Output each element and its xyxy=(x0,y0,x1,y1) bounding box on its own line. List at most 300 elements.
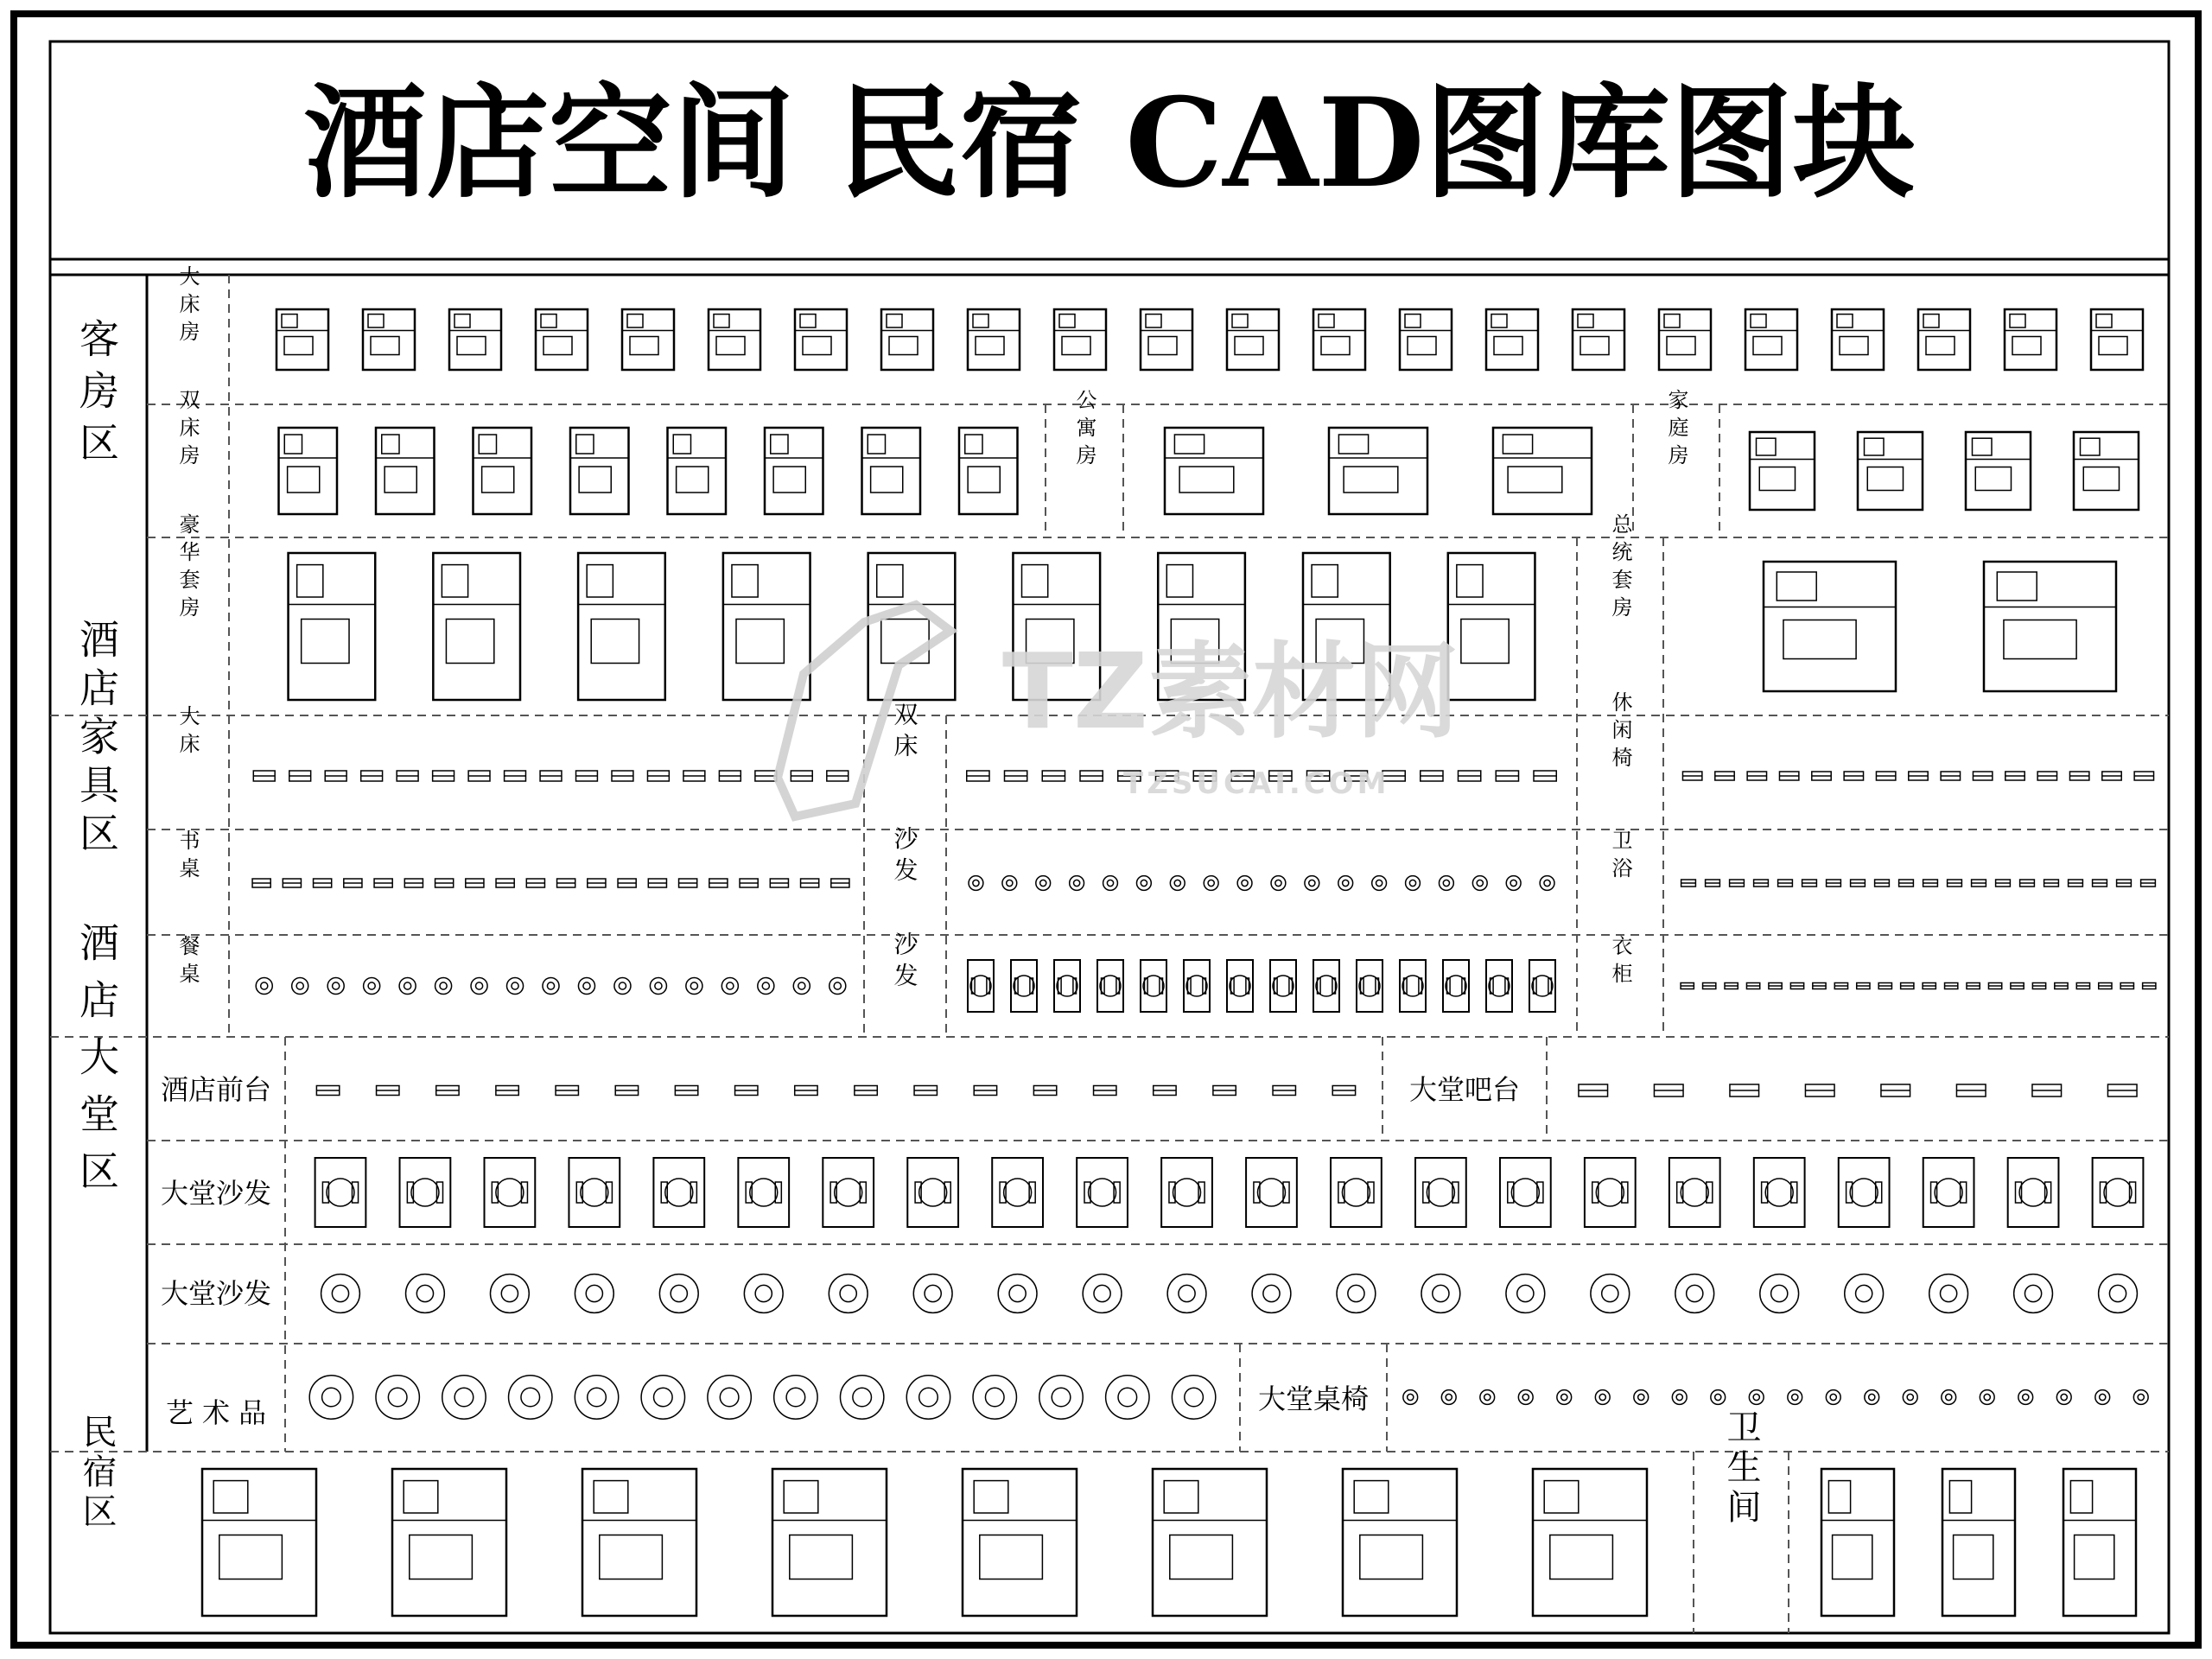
table-center xyxy=(388,1388,407,1407)
table-symbol xyxy=(471,977,487,994)
table-symbol xyxy=(575,1376,618,1419)
furniture-group-table xyxy=(327,1179,354,1206)
table-symbol xyxy=(1172,1376,1215,1419)
table-symbol xyxy=(1441,1390,1456,1405)
room-plan-bath xyxy=(1338,435,1368,454)
room-plan-bath xyxy=(1164,1481,1198,1513)
table-center xyxy=(654,1388,673,1407)
table-center xyxy=(1715,1394,1721,1400)
table-center xyxy=(586,1285,602,1301)
furniture-group-seat xyxy=(1677,1182,1683,1203)
table-center xyxy=(583,982,590,989)
table-center xyxy=(1446,1394,1452,1400)
table-center xyxy=(1208,880,1214,886)
table-center xyxy=(1638,1394,1644,1400)
room-plan-bed xyxy=(736,620,784,664)
table-center xyxy=(296,982,303,989)
room-plan-bath xyxy=(1777,572,1816,601)
furniture-group-seat xyxy=(1283,1182,1289,1203)
table-symbol xyxy=(1980,1390,1994,1405)
table-center xyxy=(1477,880,1483,886)
room-plan-bed xyxy=(219,1535,283,1580)
table-symbol xyxy=(1039,1376,1083,1419)
furniture-group-seat xyxy=(1376,978,1379,994)
room-plan-bath xyxy=(1923,315,1939,327)
table-center xyxy=(440,982,447,989)
row-label-king-bed: 大床 xyxy=(175,705,200,760)
room-plan-bed xyxy=(2099,337,2127,355)
room-plan-bed xyxy=(482,467,514,493)
room-plan-bed xyxy=(579,467,611,493)
table-center xyxy=(1544,880,1550,886)
table-center xyxy=(475,982,482,989)
room-plan-bed xyxy=(803,337,831,355)
room-plan-bed xyxy=(288,467,320,493)
room-plan-bed xyxy=(976,337,1004,355)
table-symbol xyxy=(1204,876,1218,891)
table-symbol xyxy=(327,977,344,994)
table-symbol xyxy=(659,1274,698,1313)
furniture-group-seat xyxy=(1203,978,1206,994)
room-plan-bed xyxy=(889,337,918,355)
table-symbol xyxy=(1675,1274,1714,1313)
zone-guest-rooms: 客房区 xyxy=(73,318,120,474)
room-plan-bath xyxy=(1578,315,1593,327)
table-center xyxy=(1869,1394,1875,1400)
table-symbol xyxy=(2018,1390,2033,1405)
room-plan-bath xyxy=(1059,315,1075,327)
room-plan-bed xyxy=(677,467,709,493)
furniture-group-seat xyxy=(2130,1182,2136,1203)
table-center xyxy=(588,1388,607,1407)
row-label-lounge-chair: 休闲椅 xyxy=(1608,691,1632,774)
furniture-group-seat xyxy=(492,1182,498,1203)
watermark-url: TZSUCAI.COM xyxy=(1123,766,1390,801)
room-plan-bed xyxy=(1783,620,1856,659)
furniture-group-seat xyxy=(1931,1182,1937,1203)
row-label-sofa-2: 沙发 xyxy=(890,931,919,994)
table-symbol xyxy=(1634,1390,1649,1405)
table-symbol xyxy=(614,977,631,994)
furniture-group-seat xyxy=(915,1182,921,1203)
room-plan-bath xyxy=(1457,565,1483,597)
furniture-group-seat xyxy=(1548,978,1552,994)
room-plan-bath xyxy=(587,565,613,597)
furniture-group-seat xyxy=(1447,978,1451,994)
furniture-group-seat xyxy=(1029,1182,1035,1203)
table-symbol xyxy=(1942,1390,1956,1405)
furniture-group-seat xyxy=(775,1182,781,1203)
table-symbol xyxy=(650,977,666,994)
room-plan-bath xyxy=(297,565,323,597)
table-center xyxy=(1676,1394,1682,1400)
table-symbol xyxy=(1106,1376,1149,1419)
furniture-group-seat xyxy=(987,978,990,994)
table-center xyxy=(521,1388,540,1407)
room-plan-bath xyxy=(973,315,988,327)
furniture-group-seat xyxy=(1423,1182,1429,1203)
room-plan-bed xyxy=(630,337,658,355)
furniture-group-table xyxy=(411,1179,439,1206)
furniture-group-seat xyxy=(2045,1182,2051,1203)
room-plan-bath xyxy=(800,315,816,327)
table-center xyxy=(1118,1388,1137,1407)
furniture-group-seat xyxy=(1231,978,1235,994)
room-plan-bath xyxy=(673,435,690,454)
furniture-group-table xyxy=(1427,1179,1454,1206)
table-symbol xyxy=(1002,876,1017,891)
room-plan-bed xyxy=(1833,1535,1872,1580)
table-center xyxy=(454,1388,474,1407)
room-plan-bed xyxy=(1926,337,1955,355)
room-plan-bed xyxy=(1461,620,1509,664)
room-plan-bath xyxy=(213,1481,248,1513)
table-center xyxy=(1599,1394,1605,1400)
room-plan-bed xyxy=(1840,337,1868,355)
table-symbol xyxy=(2099,1274,2138,1313)
table-symbol xyxy=(399,977,416,994)
table-symbol xyxy=(1903,1390,1917,1405)
room-plan-bed xyxy=(1170,1535,1233,1580)
row-label-bath: 卫浴 xyxy=(1608,830,1632,885)
table-center xyxy=(985,1388,1004,1407)
table-symbol xyxy=(1760,1274,1799,1313)
room-plan-bed xyxy=(543,337,572,355)
room-plan-bath xyxy=(282,315,297,327)
table-symbol xyxy=(1103,876,1118,891)
table-symbol xyxy=(292,977,308,994)
furniture-group-seat xyxy=(1404,978,1408,994)
inner-border xyxy=(50,41,2169,1633)
room-plan-bath xyxy=(1865,438,1885,455)
room-plan-bed xyxy=(2075,1535,2114,1580)
zone-lobby: 酒店大堂区 xyxy=(73,922,120,1207)
row-label-lobby-table-chair: 大堂桌椅 xyxy=(1257,1382,1370,1415)
furniture-group-seat xyxy=(1015,978,1019,994)
furniture-group-seat xyxy=(1419,978,1422,994)
furniture-group-seat xyxy=(746,1182,752,1203)
room-plan-bath xyxy=(1757,438,1777,455)
table-symbol xyxy=(1540,876,1554,891)
room-plan-bath xyxy=(1146,315,1161,327)
table-center xyxy=(834,982,841,989)
row-label-lobby-sofa-2: 大堂沙发 xyxy=(160,1277,272,1310)
furniture-group-seat xyxy=(1537,1182,1543,1203)
table-symbol xyxy=(507,977,524,994)
table-symbol xyxy=(774,1376,817,1419)
table-center xyxy=(1343,880,1349,886)
room-plan-bed xyxy=(2004,620,2076,659)
room-plan-bath xyxy=(576,435,594,454)
table-center xyxy=(1174,880,1180,886)
row-label-apartment: 公寓房 xyxy=(1072,389,1096,472)
room-plan-bath xyxy=(627,315,643,327)
table-center xyxy=(1484,1394,1491,1400)
table-symbol xyxy=(708,1376,751,1419)
table-center xyxy=(798,982,805,989)
table-center xyxy=(1856,1285,1872,1301)
table-symbol xyxy=(2133,1390,2148,1405)
table-center xyxy=(1107,880,1113,886)
table-symbol xyxy=(1591,1274,1630,1313)
table-symbol xyxy=(575,1274,613,1313)
table-symbol xyxy=(1865,1390,1879,1405)
room-plan-bed xyxy=(457,337,486,355)
row-label-dining-table: 餐桌 xyxy=(175,935,200,990)
table-center xyxy=(1009,1285,1026,1301)
room-plan-bed xyxy=(1344,467,1398,493)
zone-homestay: 民宿区 xyxy=(77,1414,117,1533)
room-plan-bath xyxy=(2096,315,2112,327)
table-center xyxy=(1408,1394,1414,1400)
room-plan-bath xyxy=(1491,315,1507,327)
room-plan-bath xyxy=(454,315,470,327)
table-center xyxy=(1792,1394,1798,1400)
furniture-group-seat xyxy=(322,1182,328,1203)
table-symbol xyxy=(1929,1274,1968,1313)
watermark xyxy=(778,605,1459,817)
table-center xyxy=(2061,1394,2067,1400)
table-symbol xyxy=(1557,1390,1572,1405)
room-plan-bath xyxy=(887,315,902,327)
furniture-group-seat xyxy=(661,1182,667,1203)
room-plan-bed xyxy=(1759,467,1795,491)
table-center xyxy=(1510,880,1516,886)
table-symbol xyxy=(2014,1274,2053,1313)
table-symbol xyxy=(1826,1390,1840,1405)
table-symbol xyxy=(758,977,774,994)
grid-lines xyxy=(50,275,2169,1633)
furniture-group-seat xyxy=(1114,1182,1120,1203)
furniture-group-seat xyxy=(1876,1182,1882,1203)
table-symbol xyxy=(1338,876,1353,891)
cad-block-symbols xyxy=(202,309,2156,1616)
table-symbol xyxy=(686,977,702,994)
room-plan-bed xyxy=(1179,467,1234,493)
table-center xyxy=(1007,880,1013,886)
table-symbol xyxy=(1337,1274,1376,1313)
furniture-group-seat xyxy=(1169,1182,1175,1203)
table-center xyxy=(1141,880,1147,886)
room-plan-bath xyxy=(732,565,758,597)
furniture-group-seat xyxy=(2015,1182,2021,1203)
room-plan-bath xyxy=(1405,315,1421,327)
furniture-group-seat xyxy=(1368,1182,1374,1203)
table-center xyxy=(332,1285,348,1301)
table-center xyxy=(2100,1394,2106,1400)
furniture-group-seat xyxy=(1707,1182,1713,1203)
table-center xyxy=(727,982,734,989)
furniture-group-seat xyxy=(830,1182,836,1203)
table-center xyxy=(755,1285,772,1301)
table-symbol xyxy=(721,977,738,994)
room-plan-bed xyxy=(1667,337,1695,355)
furniture-group-seat xyxy=(1491,978,1494,994)
furniture-group-seat xyxy=(1508,1182,1514,1203)
table-center xyxy=(1309,880,1315,886)
table-symbol xyxy=(1439,876,1453,891)
table-center xyxy=(1687,1285,1703,1301)
table-center xyxy=(1074,880,1080,886)
room-plan-bath xyxy=(868,435,885,454)
table-symbol xyxy=(2095,1390,2110,1405)
table-center xyxy=(1242,880,1248,886)
table-center xyxy=(1771,1285,1788,1301)
room-plan-bath xyxy=(2010,315,2025,327)
room-plan-bed xyxy=(1580,337,1609,355)
table-symbol xyxy=(1237,876,1252,891)
table-symbol xyxy=(442,1376,486,1419)
room-plan-bed xyxy=(446,620,493,664)
table-symbol xyxy=(1305,876,1319,891)
room-plan-bath xyxy=(1312,565,1338,597)
table-symbol xyxy=(1518,1390,1533,1405)
table-center xyxy=(1275,880,1281,886)
furniture-group-table xyxy=(1004,1179,1032,1206)
table-center xyxy=(786,1388,805,1407)
table-symbol xyxy=(1083,1274,1122,1313)
table-symbol xyxy=(1672,1390,1687,1405)
furniture-group-seat xyxy=(1102,978,1105,994)
furniture-group-seat xyxy=(1246,978,1249,994)
furniture-group-seat xyxy=(1289,978,1293,994)
room-plan-bath xyxy=(479,435,496,454)
furniture-group-seat xyxy=(1622,1182,1628,1203)
table-symbol xyxy=(1749,1390,1764,1405)
table-symbol xyxy=(1595,1390,1610,1405)
table-symbol xyxy=(1845,1274,1884,1313)
room-plan-bed xyxy=(1148,337,1177,355)
furniture-group-table xyxy=(1257,1179,1285,1206)
room-plan-bath xyxy=(771,435,788,454)
table-center xyxy=(404,982,411,989)
room-plan-bath xyxy=(1997,572,2037,601)
furniture-group-seat xyxy=(1452,1182,1459,1203)
furniture-group-table xyxy=(1596,1179,1624,1206)
furniture-group-table xyxy=(750,1179,778,1206)
room-plan-bed xyxy=(1508,467,1562,493)
furniture-group-seat xyxy=(407,1182,413,1203)
table-center xyxy=(512,982,518,989)
table-center xyxy=(1263,1285,1280,1301)
furniture-group-seat xyxy=(1847,1182,1853,1203)
room-plan-bath xyxy=(714,315,729,327)
furniture-group-seat xyxy=(1145,978,1148,994)
table-symbol xyxy=(973,1376,1016,1419)
table-symbol xyxy=(1421,1274,1460,1313)
table-symbol xyxy=(1136,876,1151,891)
furniture-group-table xyxy=(1935,1179,1962,1206)
room-plan-bed xyxy=(1867,467,1903,491)
room-plan-bath xyxy=(442,565,467,597)
table-center xyxy=(322,1388,341,1407)
table-symbol xyxy=(256,977,272,994)
table-center xyxy=(1907,1394,1913,1400)
furniture-group-table xyxy=(1173,1179,1201,1206)
table-symbol xyxy=(309,1376,353,1419)
room-plan-bed xyxy=(600,1535,663,1580)
room-plan-bath xyxy=(1166,565,1192,597)
table-symbol xyxy=(578,977,594,994)
furniture-group-table xyxy=(2019,1179,2047,1206)
room-plan-bed xyxy=(284,337,313,355)
row-label-artwork: 艺 术 品 xyxy=(165,1396,267,1429)
furniture-group-table xyxy=(1511,1179,1539,1206)
furniture-group-seat xyxy=(1332,978,1336,994)
furniture-group-seat xyxy=(1000,1182,1006,1203)
table-center xyxy=(919,1388,938,1407)
table-center xyxy=(2024,1285,2041,1301)
table-center xyxy=(1052,1388,1071,1407)
table-center xyxy=(1348,1285,1364,1301)
room-plan-bath xyxy=(1664,315,1680,327)
table-symbol xyxy=(830,977,846,994)
furniture-group-table xyxy=(496,1179,524,1206)
table-symbol xyxy=(1271,876,1286,891)
room-plan-bed xyxy=(1954,1535,1993,1580)
room-plan-bath xyxy=(1973,438,1993,455)
furniture-group-table xyxy=(2104,1179,2132,1206)
room-plan-bed xyxy=(716,337,745,355)
furniture-group-seat xyxy=(1762,1182,1768,1203)
table-symbol xyxy=(2056,1390,2071,1405)
furniture-group-seat xyxy=(352,1182,358,1203)
room-plan-bath xyxy=(1022,565,1048,597)
table-center xyxy=(619,982,626,989)
room-plan-bed xyxy=(410,1535,473,1580)
table-center xyxy=(1602,1285,1618,1301)
table-symbol xyxy=(969,876,983,891)
table-symbol xyxy=(1036,876,1051,891)
table-symbol xyxy=(744,1274,783,1313)
furniture-group-seat xyxy=(576,1182,582,1203)
table-symbol xyxy=(1403,1390,1418,1405)
furniture-group-seat xyxy=(690,1182,696,1203)
row-label-twin-room: 双床房 xyxy=(175,389,200,472)
table-symbol xyxy=(913,1274,952,1313)
room-plan-bath xyxy=(368,315,384,327)
row-label-luxury-suite: 豪华套房 xyxy=(175,513,200,624)
room-plan-bed xyxy=(1753,337,1782,355)
table-symbol xyxy=(543,977,559,994)
table-symbol xyxy=(840,1376,883,1419)
furniture-group-seat xyxy=(1338,1182,1344,1203)
table-center xyxy=(1517,1285,1534,1301)
room-plan-bath xyxy=(1174,435,1204,454)
room-plan-bed xyxy=(302,620,349,664)
row-label-family-room: 家庭房 xyxy=(1664,389,1688,472)
room-plan-bed xyxy=(968,467,1000,493)
table-center xyxy=(1040,880,1046,886)
table-center xyxy=(690,982,697,989)
table-symbol xyxy=(829,1274,868,1313)
furniture-group-table xyxy=(1765,1179,1793,1206)
table-center xyxy=(333,982,340,989)
furniture-group-seat xyxy=(606,1182,612,1203)
table-center xyxy=(1185,1388,1204,1407)
furniture-group-seat xyxy=(1058,978,1062,994)
table-symbol xyxy=(998,1274,1037,1313)
table-symbol xyxy=(1170,876,1185,891)
table-center xyxy=(1946,1394,1952,1400)
furniture-group-seat xyxy=(944,1182,950,1203)
table-center xyxy=(925,1285,941,1301)
room-plan-bed xyxy=(1062,337,1090,355)
row-label-desk: 书桌 xyxy=(175,830,200,885)
furniture-group-seat xyxy=(1361,978,1364,994)
room-plan-bath xyxy=(404,1481,438,1513)
furniture-group-seat xyxy=(1592,1182,1599,1203)
